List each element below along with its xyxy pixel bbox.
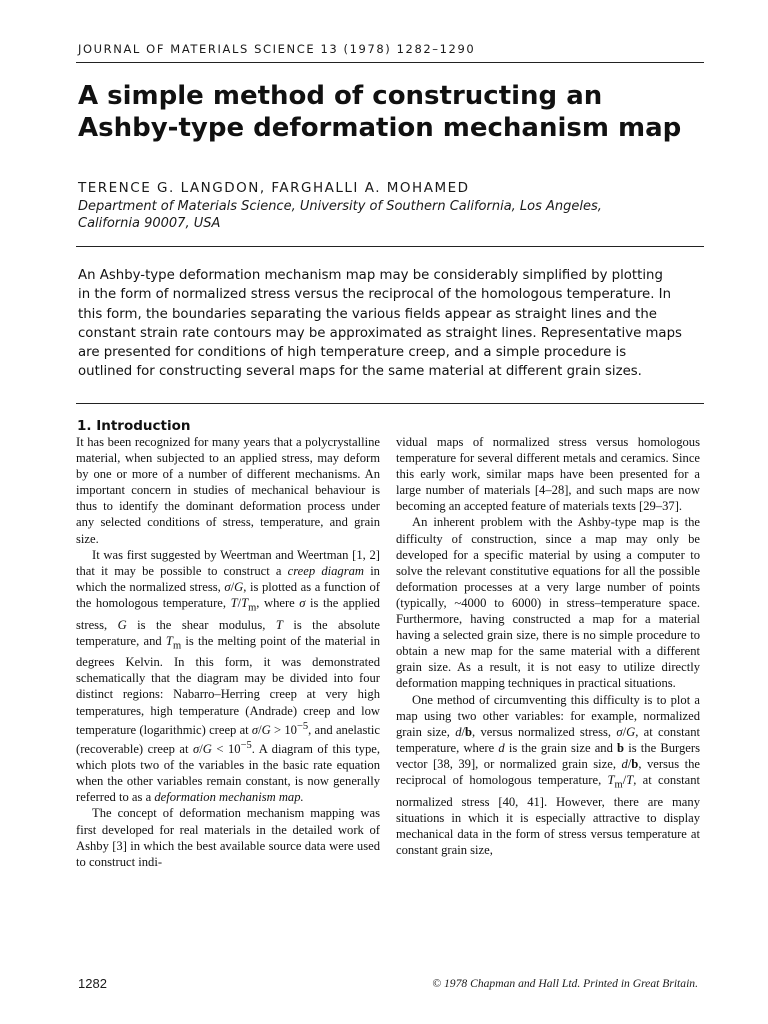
- subscript: m: [248, 602, 257, 614]
- section-heading-introduction: 1. Introduction: [77, 418, 191, 434]
- text-run: > 10: [270, 722, 297, 737]
- term-italic: deformation mechanism map.: [154, 790, 304, 805]
- symbol: T: [607, 772, 615, 787]
- abstract-line: An Ashby-type deformation mechanism map may be considerably simplified by plotting: [78, 268, 663, 283]
- text-run: /: [258, 722, 262, 737]
- text-run: One method of circumventing this difficulty is to plot a map using two other variables: for example, normalized grain size,: [396, 692, 700, 739]
- text-run: , at constant temperature, where: [396, 724, 700, 755]
- paragraph: [76, 805, 380, 869]
- text-run: , at constant normalized stress [40, 41]. However, there are many situations in which it is especially attractive to display mechanical data in the form of stress versus temperature at constant grain size,: [396, 772, 700, 857]
- text-run: An inherent problem with the Ashby-type map is the difficulty of construction, since a map may only be developed for a specific material by using a computer to solve the relevant constitutive equations for all the possible deformation processes at a very large number of points (typically, ~4000 to 6000) in stress–temperature space. Furthermore, having constructed a map for a material having a selected grain size, there is no simple procedure to obtain a new map for the same material with a different grain size. As a result, it is not easy to utilize directly deformation mapping techniques in practical situations.: [396, 515, 700, 691]
- text-run: . A diagram of this type, which plots two of the variables in the basic rate equation when the other variables remain constant, is now generally referred to as a: [76, 742, 380, 805]
- left-column: [76, 434, 380, 870]
- paragraph: [76, 547, 380, 806]
- page-number: 1282: [78, 976, 107, 991]
- text-run: in which the normalized stress,: [76, 563, 380, 594]
- symbol-bold: b: [465, 724, 473, 739]
- symbol: d: [621, 756, 628, 771]
- title-line-2: Ashby-type deformation mechanism map: [78, 113, 682, 143]
- term-italic: creep diagram: [287, 563, 365, 578]
- header-rule: [76, 62, 704, 63]
- symbol: T: [165, 633, 173, 648]
- symbol: G: [626, 724, 636, 739]
- symbol: σ: [616, 724, 623, 739]
- affiliation-line-2: California 90007, USA: [78, 216, 221, 231]
- paragraph: [76, 434, 380, 547]
- text-run: , versus the reciprocal of homologous temperature,: [396, 756, 700, 787]
- subscript: m: [172, 640, 182, 652]
- text-run: It was first suggested by Weertman and Weertman [1, 2] that it may be possible to construct a: [76, 547, 380, 578]
- symbol: T: [626, 772, 634, 787]
- text-run: is the absolute temperature, and: [76, 617, 380, 648]
- affiliation: [78, 198, 678, 232]
- superscript: −5: [240, 739, 252, 751]
- text-run: is the melting point of the material in degrees Kelvin. In this form, it was demonstrated schematically that the diagram may be divided into four distinct regions: Nabarro–Herring creep at very high temperatures, high temperature (Andrade) creep and low temperature (logarithmic) creep at: [76, 633, 380, 737]
- text-run: It has been recognized for many years that a polycrystalline material, when subjected to an applied stress, may deform by one or more of a number of different mechanisms. An important concern in studies of mechanical behaviour is thus to identify the dominant deformation process under any selected conditions of stress, temperature, and grain size.: [76, 435, 380, 546]
- abstract: [78, 266, 708, 382]
- affiliation-line-1: Department of Materials Science, University of Southern California, Los Angeles,: [78, 199, 602, 214]
- text-run: is the shear modulus,: [126, 617, 276, 632]
- abstract-line: constant strain rate contours may be approximated as straight lines. Representative maps: [78, 325, 682, 341]
- abstract-line: outlined for constructing several maps for the same material at different grain sizes.: [78, 364, 642, 380]
- paragraph: [396, 692, 700, 858]
- symbol: d: [455, 724, 462, 739]
- right-column: [396, 434, 700, 858]
- text-run: /: [199, 742, 203, 757]
- text-run: , is plotted as a function of the homologous temperature,: [76, 579, 380, 610]
- author-list: TERENCE G. LANGDON, FARGHALLI A. MOHAMED: [78, 180, 470, 196]
- abstract-top-rule: [76, 246, 704, 247]
- superscript: −5: [296, 720, 309, 732]
- text-run: /: [622, 772, 627, 787]
- text-run: < 10: [211, 742, 241, 757]
- text-run: , where: [256, 595, 300, 610]
- symbol: T: [230, 595, 238, 610]
- text-run: vidual maps of normalized stress versus homologous temperature for several different metals and ceramics. Since this early work, similar maps have been presented for a large number of materials [4–28], and such maps are now becoming an accepted feature of materials texts [29–37].: [396, 435, 700, 514]
- text-run: is the grain size and: [504, 740, 618, 755]
- symbol: G: [117, 617, 127, 632]
- symbol: d: [498, 740, 505, 755]
- symbol: G: [202, 742, 212, 757]
- title-line-1: A simple method of constructing an: [78, 81, 603, 111]
- article-title: [78, 80, 681, 144]
- symbol: σ: [251, 722, 259, 737]
- symbol: G: [261, 722, 271, 737]
- symbol: σ: [299, 595, 306, 610]
- text-run: is the applied stress,: [76, 595, 380, 632]
- text-run: , versus normalized stress,: [472, 724, 617, 739]
- text-run: /: [622, 724, 627, 739]
- text-run: /: [230, 579, 235, 594]
- paragraph: [396, 434, 700, 514]
- symbol: σ: [224, 579, 231, 594]
- text-run: /: [627, 756, 632, 771]
- running-head: JOURNAL OF MATERIALS SCIENCE 13 (1978) 1282–1290: [78, 42, 476, 56]
- copyright-notice: © 1978 Chapman and Hall Ltd. Printed in Great Britain.: [432, 977, 698, 990]
- symbol: σ: [193, 742, 200, 757]
- symbol: T: [275, 617, 283, 632]
- abstract-bottom-rule: [76, 403, 704, 404]
- subscript: m: [614, 779, 623, 791]
- text-run: , and anelastic (recoverable) creep at: [76, 722, 381, 757]
- paragraph: [396, 514, 700, 691]
- text-run: is the Burgers vector [38, 39], or normalized grain size,: [396, 740, 700, 771]
- symbol-bold: b: [617, 740, 625, 755]
- text-run: /: [237, 595, 242, 610]
- symbol: G: [234, 579, 244, 594]
- symbol-bold: b: [631, 756, 639, 771]
- abstract-line: are presented for conditions of high temperature creep, and a simple procedure is: [78, 345, 627, 361]
- text-run: /: [461, 724, 466, 739]
- symbol: T: [241, 595, 249, 610]
- abstract-line: in the form of normalized stress versus the reciprocal of the homologous temperature. In: [78, 287, 672, 303]
- text-run: The concept of deformation mechanism mapping was first developed for real materials in the detailed work of Ashby [3] in which the best available source data were used to construct indi-: [76, 806, 380, 869]
- abstract-line: this form, the boundaries separating the various fields appear as straight lines and the: [78, 306, 657, 322]
